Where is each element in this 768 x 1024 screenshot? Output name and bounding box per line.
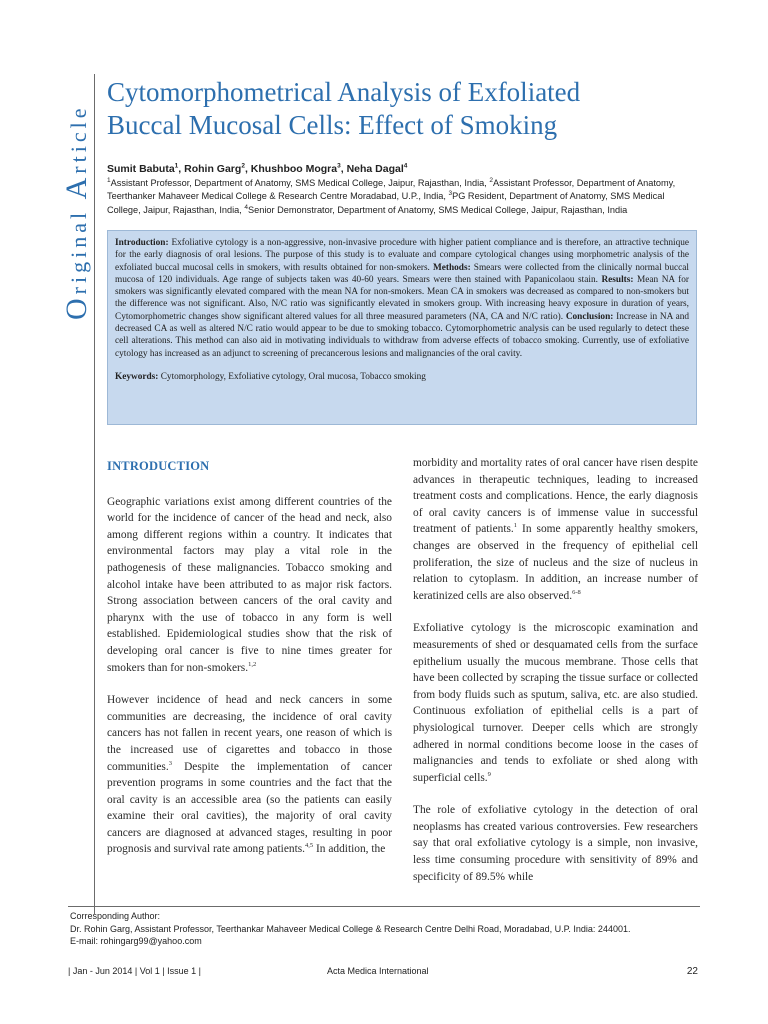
author-name: Rohin Garg xyxy=(184,163,242,175)
affiliation: PG Resident, Department of Anatomy, SMS Medical College, Jaipur, Rajasthan, India, xyxy=(107,191,665,215)
article-title: Cytomorphometrical Analysis of Exfoliated Buccal Mucosal Cells: Effect of Smoking xyxy=(107,77,581,140)
author-names: Sumit Babuta$^1$, Rohin Garg$^2$, Khushboo Mogra$^3$, Neha Dagal$^4$ xyxy=(107,162,408,175)
citation-ref: 1 xyxy=(513,522,518,530)
abstract-text: Introduction: Exfoliative cytology is a non-aggressive, non-invasive procedure with higher patient compliance and is therefore, an attractive technique for the early diagnosis of oral lesions. The purpose of this study is to evaluate and compare cytological changes using morphometric analysis of the exfoliated buccal mucosal cells in smokers, with results obtained for non-smokers. Methods: Smears were collected from the clinically normal buccal mucosa of 120 individuals. Age range of subjects taken was 40-60 years. Smears were then stained with Papanicolaou stain. Results: Mean NA for smokers was significantly elevated compared with the mean NA for non-smokers. Mean CA in smokers was decreased as compared to non-smokers but the difference was not significant. Also, N/C ratio was significantly elevated in smokers group. With increasing heavy exposure in duration of years, Cytomorphometric changes show significant altered values for all three measured parameters (NA, CA and N/C ratio). Conclusion: Increase in NA and decreased CA as well as altered N/C ratio would appear to be due to smoking tobacco. Cytomorphometric analysis can be used regularly to detect these cell alterations. This method can also aid in motivating individuals to withdraw from adverse effects of tobacco smoking. Currently, use of exfoliative cytology has increased as an adjunct to screening of precancerous lesions and malignancies of the oral cavity. xyxy=(115,238,689,359)
citation-ref: 6-8 xyxy=(572,588,581,596)
article-type-label: Original Article xyxy=(60,104,93,320)
citation-ref: 3 xyxy=(168,759,172,767)
page-footer xyxy=(68,966,700,980)
body-column-right xyxy=(413,455,698,901)
author-name: Neha Dagal xyxy=(346,163,404,175)
abstract-box xyxy=(107,230,697,425)
section-heading: INTRODUCTION xyxy=(107,459,210,473)
corresponding-author: Corresponding Author: Dr. Rohin Garg, Assistant Professor, Teerthankar Mahaveer Medical College & Research Centre Delhi Road, Moradabad, U.P. India: 244001. E-mail: rohingarg99@yahoo.com xyxy=(70,910,700,948)
author-name: Khushboo Mogra xyxy=(250,163,338,175)
page-number: 22 xyxy=(686,966,698,977)
issue-info: | Jan - Jun 2014 | Vol 1 | Issue 1 | xyxy=(68,966,201,976)
author-email: E-mail: rohingarg99@yahoo.com xyxy=(70,936,202,946)
paragraph: morbidity and mortality rates of oral cancer have risen despite advances in therapeutic techniques, leading to increased treatment costs and complications. Hence, the early diagnosis of oral cavity cancers is of immense value in successful treatment of patients.$^1$ In some apparently healthy smokers, changes are observed in the frequency of epithelial cell proliferation, the size of nucleus and the size of nucleus in relation to cytoplasm. In addition, an increase number of keratinized cells are also observed.$^{6-8}$ xyxy=(413,457,698,602)
author-block xyxy=(107,163,697,217)
keywords: Keywords: Cytomorphology, Exfoliative cytology, Oral mucosa, Tobacco smoking xyxy=(115,371,426,382)
author-name: Sumit Babuta xyxy=(107,163,175,175)
paragraph: The role of exfoliative cytology in the detection of oral neoplasms has created various controversies. Few researchers say that oral exfoliative cytology is a simple, non invasive, less time consuming procedure with sensitivity of 89% and specificity of 89.5% while xyxy=(413,804,698,883)
affiliation: Assistant Professor, Department of Anatomy, Teerthanker Mahaveer Medical College & Research Centre Moradabad, U.P., India, xyxy=(107,178,676,202)
affiliation: Assistant Professor, Department of Anatomy, SMS Medical College, Jaipur, Rajasthan, India, xyxy=(110,178,490,189)
citation-ref: 4,5 xyxy=(305,842,314,850)
author-affiliations: $^1$Assistant Professor, Department of Anatomy, SMS Medical College, Jaipur, Rajasthan, India, $^2$Assistant Professor, Department of Anatomy, Teerthanker Mahaveer Medical College & Research Centre Moradabad, U.P., India, $^3$PG Resident, Department of Anatomy, SMS Medical College, Jaipur, Rajasthan, India, $^4$Senior Demonstrator, Department of Anatomy, SMS Medical College, Jaipur, Rajasthan, India xyxy=(107,177,676,215)
footnote-divider xyxy=(68,906,700,907)
journal-name: Acta Medica International xyxy=(327,966,429,976)
body-column-left xyxy=(107,458,392,874)
affiliation: Senior Demonstrator, Department of Anatomy, SMS Medical College, Jaipur, Rajasthan, India xyxy=(248,204,628,215)
side-divider xyxy=(94,74,95,914)
paragraph: However incidence of head and neck cancers in some communities are decreasing, the incidence of oral cavity cancers has not fallen in recent years, one reason of which is the increased use of cigarettes and tobacco in those communities.$^3$ Despite the implementation of cancer prevention programs in some countries and the fact that the oral cavity is an accessible area (so the patients can easily examine their oral cavities), the majority of oral cavity cancers are diagnosed at advanced stages, resulting in poor prognosis and survival rate among patients.$^{4,5}$ In addition, the xyxy=(107,694,392,856)
paragraph: Exfoliative cytology is the microscopic examination and measurements of shed or desquamated cells from the surface epithelium usually the mucous membrane. Those cells that have been collected by scraping the tissue surface or collected from body fluids such as sputum, saliva, etc. are also studied. Continuous exfoliation of epithelial cells is a part of physiological turnover. Deeper cells which are strongly adhered in normal conditions become loose in the cases of malignancies and tends to exfoliate or shed along with superficial cells.$^9$ xyxy=(413,622,698,784)
citation-ref: 1,2 xyxy=(248,660,257,668)
citation-ref: 9 xyxy=(487,770,491,778)
paragraph: Geographic variations exist among different countries of the world for the incidence of cancer of the head and neck, also among different regions within a country. It indicates that environmental factors may play a vital role in the pathogenesis of these malignancies. Tobacco smoking and alcohol intake have been attributed to as major risk factors. Strong association between cancers of the oral cavity and pharynx with the use of tobacco in any form is well established. Epidemiological studies show that the risk of developing oral cancer is five to nine times greater for smokers than for non-smokers.$^{1,2}$ xyxy=(107,495,392,674)
